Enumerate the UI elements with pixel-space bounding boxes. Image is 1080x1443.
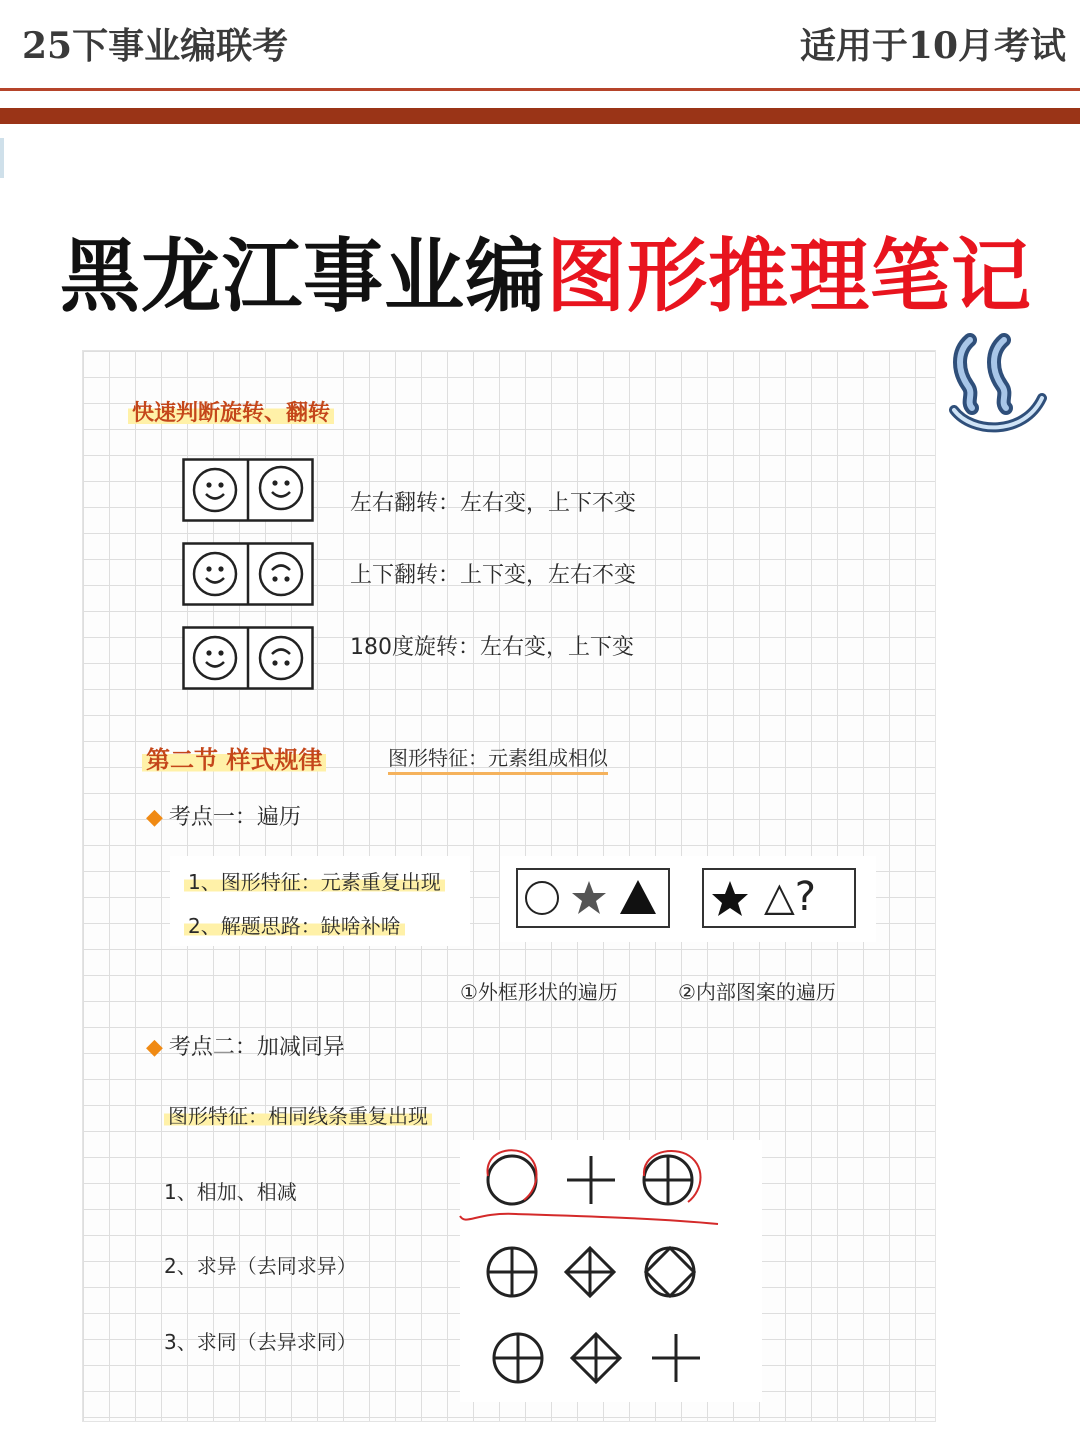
point1-item2-text: 2、解题思路：缺啥补啥 [184,914,405,938]
diamond-bullet-icon: ◆ [146,805,163,830]
caption-frame-traversal: ①外框形状的遍历 [460,980,618,1004]
smiley-sticker-icon [946,332,1050,438]
flip-lr-label: 左右翻转：左右变，上下不变 [350,491,637,516]
header-divider-thin [0,88,1080,91]
find-difference-row [480,1240,710,1308]
page-title [60,212,1032,327]
traversal-box-2 [702,868,856,928]
section2-feature-text: 图形特征：元素组成相似 [388,746,608,775]
traversal-box-2-text: △? [764,874,816,920]
point2-feature-text: 图形特征：相同线条重复出现 [164,1104,432,1128]
flip-ud-label: 上下翻转：上下变，左右不变 [350,563,637,588]
flip-ud-figure [182,542,314,610]
point2-feature [164,1100,432,1129]
find-common-row [486,1326,716,1394]
header-divider-thick [0,108,1080,124]
traversal-box-1 [516,868,670,932]
rotation-heading: 快速判断旋转、翻转 [128,396,334,427]
caption-inner-traversal: ②内部图案的遍历 [678,980,836,1004]
point2-heading-text: 考点二：加减同异 [168,1035,345,1060]
point1-item1 [184,866,445,895]
point1-heading-text: 考点一：遍历 [168,805,301,830]
point1-item2 [184,910,405,939]
flip-lr-figure [182,458,314,526]
point2-item3: 3、求同（去异求同） [164,1330,357,1354]
rotate-180-label: 180度旋转：左右变，上下变 [350,635,634,660]
header-right-label: 适用于10月考试 [799,25,1066,67]
section2-feature [388,742,608,771]
rotate-180-figure [182,626,314,694]
point2-item1: 1、相加、相减 [164,1180,297,1204]
page-title-red: 图形推理笔记 [546,230,1032,323]
star-icon [710,879,750,919]
point1-item1-text: 1、图形特征：元素重复出现 [184,870,445,894]
point2-item2: 2、求异（去同求异） [164,1254,357,1278]
add-subtract-row [456,1140,726,1236]
header-left-label: 25下事业编联考 [22,25,289,67]
point1-heading [146,800,301,831]
diamond-bullet-icon: ◆ [146,1035,163,1060]
page-title-black: 黑龙江事业编 [60,230,546,323]
left-edge-mark [0,138,4,178]
point2-heading [146,1030,345,1061]
section2-heading: 第二节 样式规律 [142,740,326,775]
